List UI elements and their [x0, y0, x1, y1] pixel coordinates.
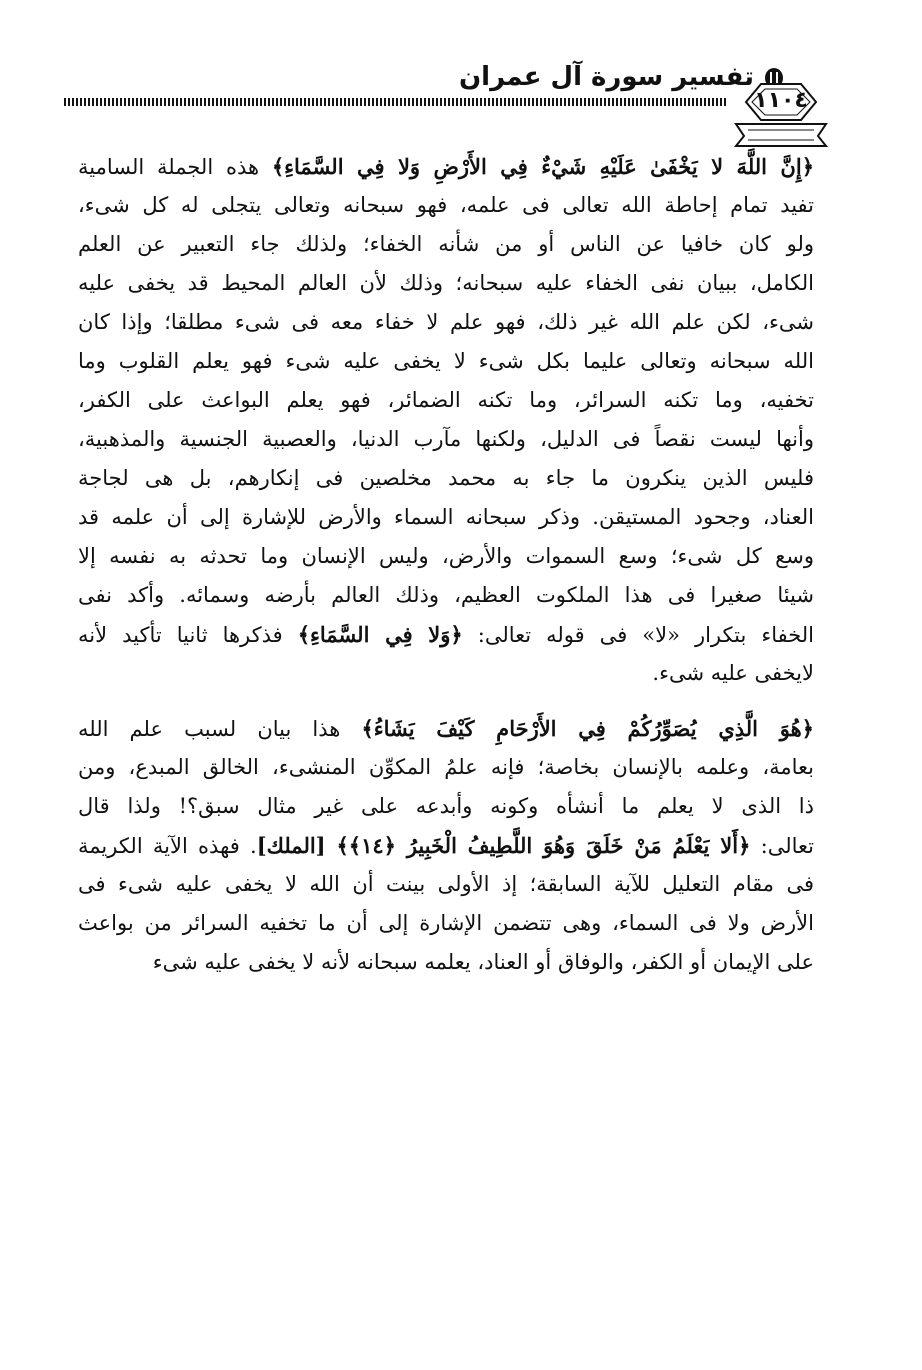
text-line — [78, 147, 814, 186]
paragraph — [78, 147, 814, 693]
text-line — [78, 381, 814, 420]
text-segment: وأنها ليست نقصاً فى الدليل، ولكنها مآرب الدنيا، والعصبية الجنسية والمذهبية، — [78, 427, 814, 451]
text-segment: العناد، وجحود المستيقن. وذكر سبحانه السماء والأرض للإشارة إلى أن علمه قد — [78, 505, 814, 529]
text-line — [78, 943, 814, 982]
text-line — [78, 225, 814, 264]
text-line — [78, 186, 814, 225]
text-segment: تخفيه، وما تكنه السرائر، وما تكنه الضمائر، فهو يعلم البواعث على الكفر، — [78, 388, 814, 412]
text-line — [78, 709, 814, 748]
text-segment: شيئا صغيرا فى هذا الملكوت العظيم، وذلك العالم بأرضه وسمائه. وأكد نفى — [78, 583, 814, 607]
quran-verse: ﴿وَلا فِي السَّمَاءِ﴾ — [297, 622, 463, 647]
text-segment: الله سبحانه وتعالى عليما بكل شىء لا يخفى عليه شىء فهو يعلم القلوب وما — [78, 349, 814, 373]
page-number: ١١٠٤ — [754, 88, 808, 113]
text-segment: تعالى: — [750, 834, 814, 858]
page-header — [64, 50, 816, 135]
quran-verse: ﴿هُوَ الَّذِي يُصَوِّرُكُمْ فِي الأَرْحَامِ كَيْفَ يَشَاءُ﴾ — [361, 716, 814, 741]
paragraph — [78, 709, 814, 982]
body-text — [78, 147, 814, 982]
text-segment: وسع كل شىء؛ وسع السموات والأرض، وليس الإنسان وما تحدثه به نفسه إلا — [78, 544, 814, 568]
text-line — [78, 537, 814, 576]
text-line — [78, 615, 814, 654]
text-line — [78, 748, 814, 787]
text-line — [78, 787, 814, 826]
text-line — [78, 459, 814, 498]
text-segment: ولو كان خافيا عن الناس أو من شأنه الخفاء؛ ولذلك جاء التعبير عن العلم — [78, 232, 814, 256]
text-segment: فذكرها ثانيا تأكيد لأنه — [78, 623, 298, 647]
text-segment: شىء، لكن علم الله غير ذلك، فهو علم لا خفاء معه فى شىء مطلقا؛ وإذا كان — [78, 310, 814, 334]
text-segment: بعامة، وعلمه بالإنسان بخاصة؛ فإنه علمُ المكوِّن المنشىء، الخالق المبدع، ومن — [78, 755, 814, 779]
text-line — [78, 264, 814, 303]
text-segment: الخفاء بتكرار «لا» فى قوله تعالى: — [462, 623, 815, 647]
quran-verse: ﴿أَلا يَعْلَمُ مَنْ خَلَقَ وَهُوَ اللَّطِيفُ الْخَبِيرُ ﴿١٤﴾﴾ [الملك] — [256, 833, 751, 858]
text-segment: هذا بيان لسبب علم الله — [78, 717, 362, 741]
text-segment: فى مقام التعليل للآية السابقة؛ إذ الأولى بينت أن الله لا يخفى عليه شىء فى — [78, 872, 814, 896]
text-segment: على الإيمان أو الكفر، والوفاق أو العناد، يعلمه سبحانه لأنه لا يخفى عليه شىء — [152, 950, 814, 974]
paragraph-gap — [78, 693, 814, 709]
text-line — [78, 303, 814, 342]
text-line — [78, 826, 814, 865]
text-line — [78, 420, 814, 459]
text-line — [78, 342, 814, 381]
text-segment: . فهذه الآية الكريمة — [78, 834, 257, 858]
quran-verse: ﴿إِنَّ اللَّهَ لا يَخْفَىٰ عَلَيْهِ شَيْءٌ فِي الأَرْضِ وَلا فِي السَّمَاءِ﴾ — [271, 154, 814, 179]
text-line — [78, 904, 814, 943]
text-segment: هذه الجملة السامية — [78, 155, 272, 179]
text-segment: ذا الذى لا يعلم ما أنشأه وكونه وأبدعه على غير مثال سبق؟! ولذا قال — [78, 794, 814, 818]
page-number-badge — [726, 80, 836, 150]
running-title-text: تفسير سورة آل عمران — [458, 62, 754, 92]
text-segment: تفيد تمام إحاطة الله تعالى فى علمه، فهو سبحانه وتعالى يتجلى له كل شىء، — [78, 193, 814, 217]
text-line — [78, 654, 814, 693]
text-segment: لايخفى عليه شىء. — [652, 661, 814, 685]
header-rule — [64, 98, 726, 106]
text-segment: الكامل، ببيان نفى الخفاء عليه سبحانه؛ وذلك لأن العالم المحيط قد يخفى عليه — [78, 271, 814, 295]
text-segment: فليس الذين ينكرون ما جاء به محمد مخلصين فى إنكارهم، بل هى لجاجة — [78, 466, 814, 490]
text-line — [78, 576, 814, 615]
text-line — [78, 865, 814, 904]
text-segment: الأرض ولا فى السماء، وهى تتضمن الإشارة إلى أن ما تخفيه السرائر من بواعث — [78, 911, 814, 935]
text-line — [78, 498, 814, 537]
